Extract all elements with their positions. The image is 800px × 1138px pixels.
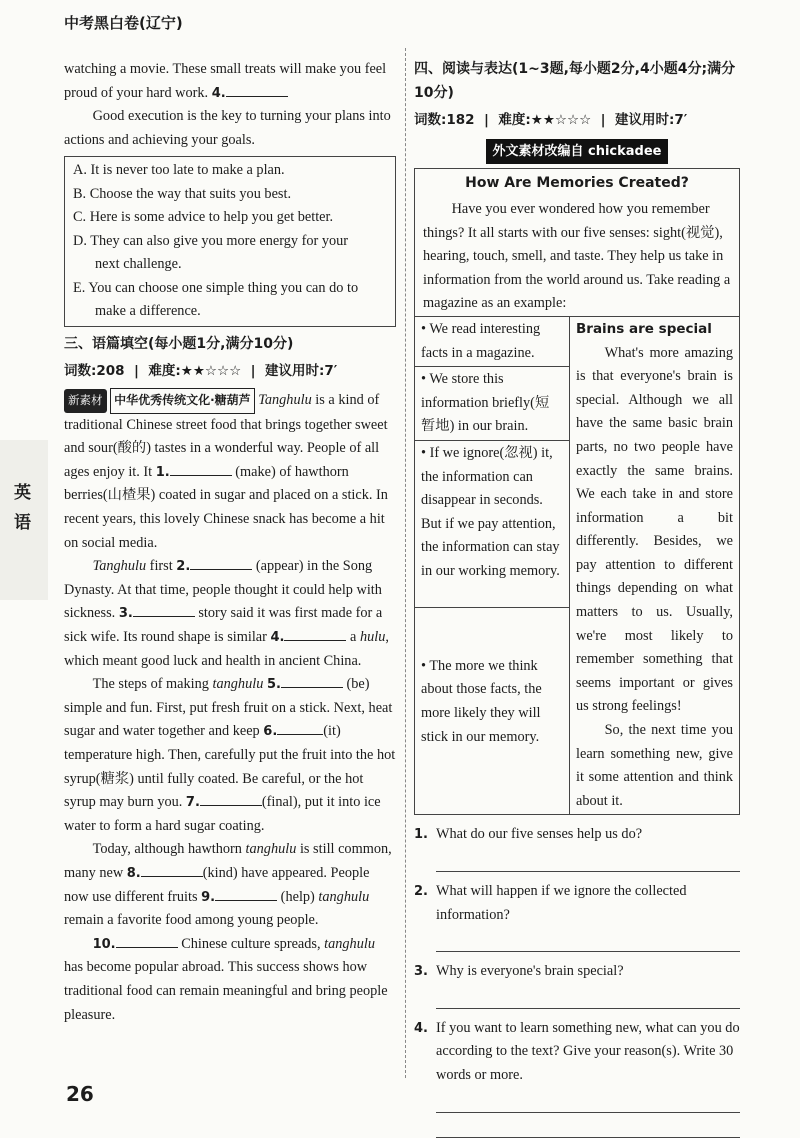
blank-number: 10.: [92, 936, 116, 952]
blank-number: 4.: [211, 85, 226, 101]
passage-text: (final), put it into ice water to form a hard sugar coating.: [64, 794, 381, 834]
column-divider: [405, 48, 406, 1078]
option-text: Here is some advice to help you get better.: [89, 209, 334, 226]
answer-blank[interactable]: [281, 675, 343, 688]
book-header: 中考黑白卷(辽宁): [64, 14, 183, 32]
blank-number: 1.: [155, 464, 170, 480]
memory-step-cell: • We read interesting facts in a magazine.: [415, 317, 569, 367]
blank-number: 6.: [263, 724, 278, 740]
option-letter: B.: [73, 185, 87, 202]
answer-blank[interactable]: [226, 84, 288, 97]
option-letter: A.: [73, 162, 87, 179]
answer-blank[interactable]: [277, 722, 323, 735]
source-label: 外文素材改编自 chickadee: [486, 139, 667, 165]
passage-text: (be) simple and fun. First, put fresh fruit on a stick. Next, heat sugar and water together and keep: [64, 676, 393, 740]
blank-number: 9.: [201, 889, 216, 905]
page-number: 26: [66, 1082, 94, 1106]
answer-blank[interactable]: [190, 557, 252, 570]
option-text: Choose the way that suits you best.: [89, 185, 292, 202]
memory-steps-column: [415, 317, 570, 814]
paragraph: [64, 555, 396, 673]
answer-line[interactable]: [436, 1094, 740, 1113]
option-item: [73, 159, 387, 183]
paragraph: [64, 838, 396, 932]
passage-text: The steps of making: [92, 676, 213, 693]
option-text: They can also give you more energy for your: [90, 232, 349, 249]
option-letter: E.: [73, 279, 86, 296]
brains-text: So, the next time you learn something new, give it some attention and think about it.: [576, 722, 733, 809]
question-number: 2.: [414, 884, 428, 899]
blank-number: 4.: [270, 630, 285, 645]
passage-text: (it) temperature high. Then, carefully put the fruit into the hot syrup(糖浆) until fully coated. Be careful, or the hot syrup may burn you.: [64, 723, 396, 811]
passage-text: Chinese culture spreads,: [177, 935, 325, 952]
answer-blank[interactable]: [170, 463, 232, 476]
answer-blank[interactable]: [215, 888, 277, 901]
passage-text: , which meant good luck and health in ancient China.: [64, 629, 389, 669]
side-subject-tab: [0, 440, 48, 600]
answer-blank[interactable]: [200, 793, 262, 806]
italic-term: tanghulu: [245, 841, 297, 858]
option-text-cont: next challenge.: [95, 256, 182, 273]
blank-number: 2.: [176, 559, 191, 575]
passage-text: has become popular abroad. This success shows how traditional food can remain meaningful and bring people pleasure.: [64, 959, 388, 1023]
question-text: If you want to learn something new, what can you do according to the text? Give your reason(s). Write 30 words or more.: [436, 1019, 740, 1083]
answer-line[interactable]: [436, 853, 740, 872]
section-title: 三、语篇填空(每小题1分,满分10分): [64, 335, 294, 352]
blank-number: 5.: [266, 677, 281, 693]
paragraph: [64, 673, 396, 838]
italic-term: Tanghulu: [258, 392, 312, 409]
answer-blank[interactable]: [133, 604, 195, 617]
answer-blank[interactable]: [116, 935, 178, 948]
passage-text: a: [346, 629, 360, 645]
passage-intro: Have you ever wondered how you remember things? It all starts with our five senses: sight(视觉), hearing, touch, smell, and taste. They help us take in information from the world around us. Take reading a magazine as an example:: [423, 200, 731, 312]
section-meta: 词数:182 | 难度:★★☆☆☆ | 建议用时:7′: [414, 112, 688, 129]
reading-passage-box: [414, 168, 740, 815]
question-text: What do our five senses help us do?: [436, 826, 643, 843]
answer-blank[interactable]: [141, 864, 203, 877]
new-material-tag: 新素材: [64, 389, 107, 413]
question-item: [414, 880, 740, 927]
option-item: [73, 183, 387, 207]
option-text: It is never too late to make a plan.: [90, 162, 285, 179]
passage-text: (make) of hawthorn berries(山楂果) coated in sugar and placed on a stick. In recent years, this lovely Chinese snack has become a hit on social media.: [64, 463, 388, 551]
left-column: [64, 58, 396, 1027]
option-item: [73, 277, 387, 301]
option-letter: C.: [73, 209, 87, 226]
question-text: What will happen if we ignore the collected information?: [436, 883, 687, 923]
memory-step-cell: • The more we think about those facts, the more likely they will stick in our memory.: [421, 657, 542, 745]
passage-text: is a kind of traditional Chinese street food that brings together sweet and sour(酸的) tastes in a wonderful way. People of all ages enjoy it. It: [64, 392, 388, 480]
question-text: Why is everyone's brain special?: [436, 963, 624, 980]
cloze-passage: [64, 388, 396, 1027]
passage-text: (kind) have appeared. People now use different fruits: [64, 864, 370, 905]
memory-step-cell: • We store this information briefly(短暂地) in our brain.: [415, 367, 569, 441]
passage-table: [415, 316, 739, 814]
brains-special-column: [570, 317, 739, 814]
passage-text: remain a favorite food among young people.: [64, 912, 319, 929]
options-box: [64, 156, 396, 327]
question-item: [414, 823, 740, 847]
italic-term: hulu: [359, 629, 386, 645]
passage-text: (appear) in the Song Dynasty. At that time, people thought it could help with sickness.: [64, 558, 382, 622]
question-item: [414, 960, 740, 984]
option-letter: D.: [73, 232, 87, 249]
section-meta: 词数:208 | 难度:★★☆☆☆ | 建议用时:7′: [64, 363, 338, 380]
passage-text: is still common, many new: [64, 841, 392, 881]
passage-text: first: [146, 558, 177, 575]
option-text-cont: make a difference.: [95, 303, 201, 320]
passage-title: How Are Memories Created?: [465, 175, 689, 192]
italic-term: tanghulu: [212, 676, 264, 693]
memory-step-cell: • If we ignore(忽视) it, the information can disappear in seconds. But if we pay attention, the information can stay in our working memory.: [415, 441, 569, 608]
blank-number: 3.: [118, 606, 133, 622]
option-text: You can choose one simple thing you can do to: [88, 279, 359, 296]
passage-text: Today, although hawthorn: [92, 841, 246, 858]
topic-tag: 中华优秀传统文化·糖葫芦: [110, 388, 255, 414]
question-list: [414, 823, 740, 1137]
paragraph: [64, 933, 396, 1027]
passage-text: story said it was first made for a sick wife. Its round shape is similar: [64, 605, 383, 645]
paragraph: Good execution is the key to turning your plans into actions and achieving your goals.: [64, 108, 391, 148]
option-item: [73, 230, 387, 254]
question-number: 3.: [414, 964, 428, 980]
answer-blank[interactable]: [284, 628, 346, 641]
section-title: 四、阅读与表达(1~3题,每小题2分,4小题4分;满分10分): [414, 61, 736, 101]
answer-line[interactable]: [436, 933, 740, 952]
intro-paragraph-end: watching a movie. These small treats will make you feel proud of your hard work. 4.: [64, 61, 387, 101]
question-number: 4.: [414, 1020, 428, 1036]
answer-line[interactable]: [436, 990, 740, 1009]
question-item: [414, 1017, 740, 1088]
side-label-char: 英: [14, 483, 31, 503]
italic-term: Tanghulu: [92, 558, 147, 575]
answer-line[interactable]: [436, 1119, 740, 1138]
paragraph: [64, 388, 396, 555]
passage-text: (help): [277, 888, 319, 905]
italic-term: tanghulu: [318, 888, 370, 905]
brains-title: Brains are special: [576, 320, 712, 337]
side-label-char: 语: [14, 513, 31, 533]
italic-term: tanghulu: [324, 935, 375, 952]
brains-text: What's more amazing is that everyone's brain is special. Although we all have the same basic brain parts, no two people have exactly the same brains. We each take in and store information a bit differently. Besides, we pay attention to different things depending on what matters to us. Usually, we're most likely to remember something that seems important or gives us strong feelings!: [576, 344, 733, 715]
option-item: [73, 206, 387, 230]
blank-number: 7.: [185, 795, 200, 811]
blank-number: 8.: [126, 865, 141, 881]
question-number: 1.: [414, 827, 428, 843]
right-column: [414, 58, 740, 1138]
